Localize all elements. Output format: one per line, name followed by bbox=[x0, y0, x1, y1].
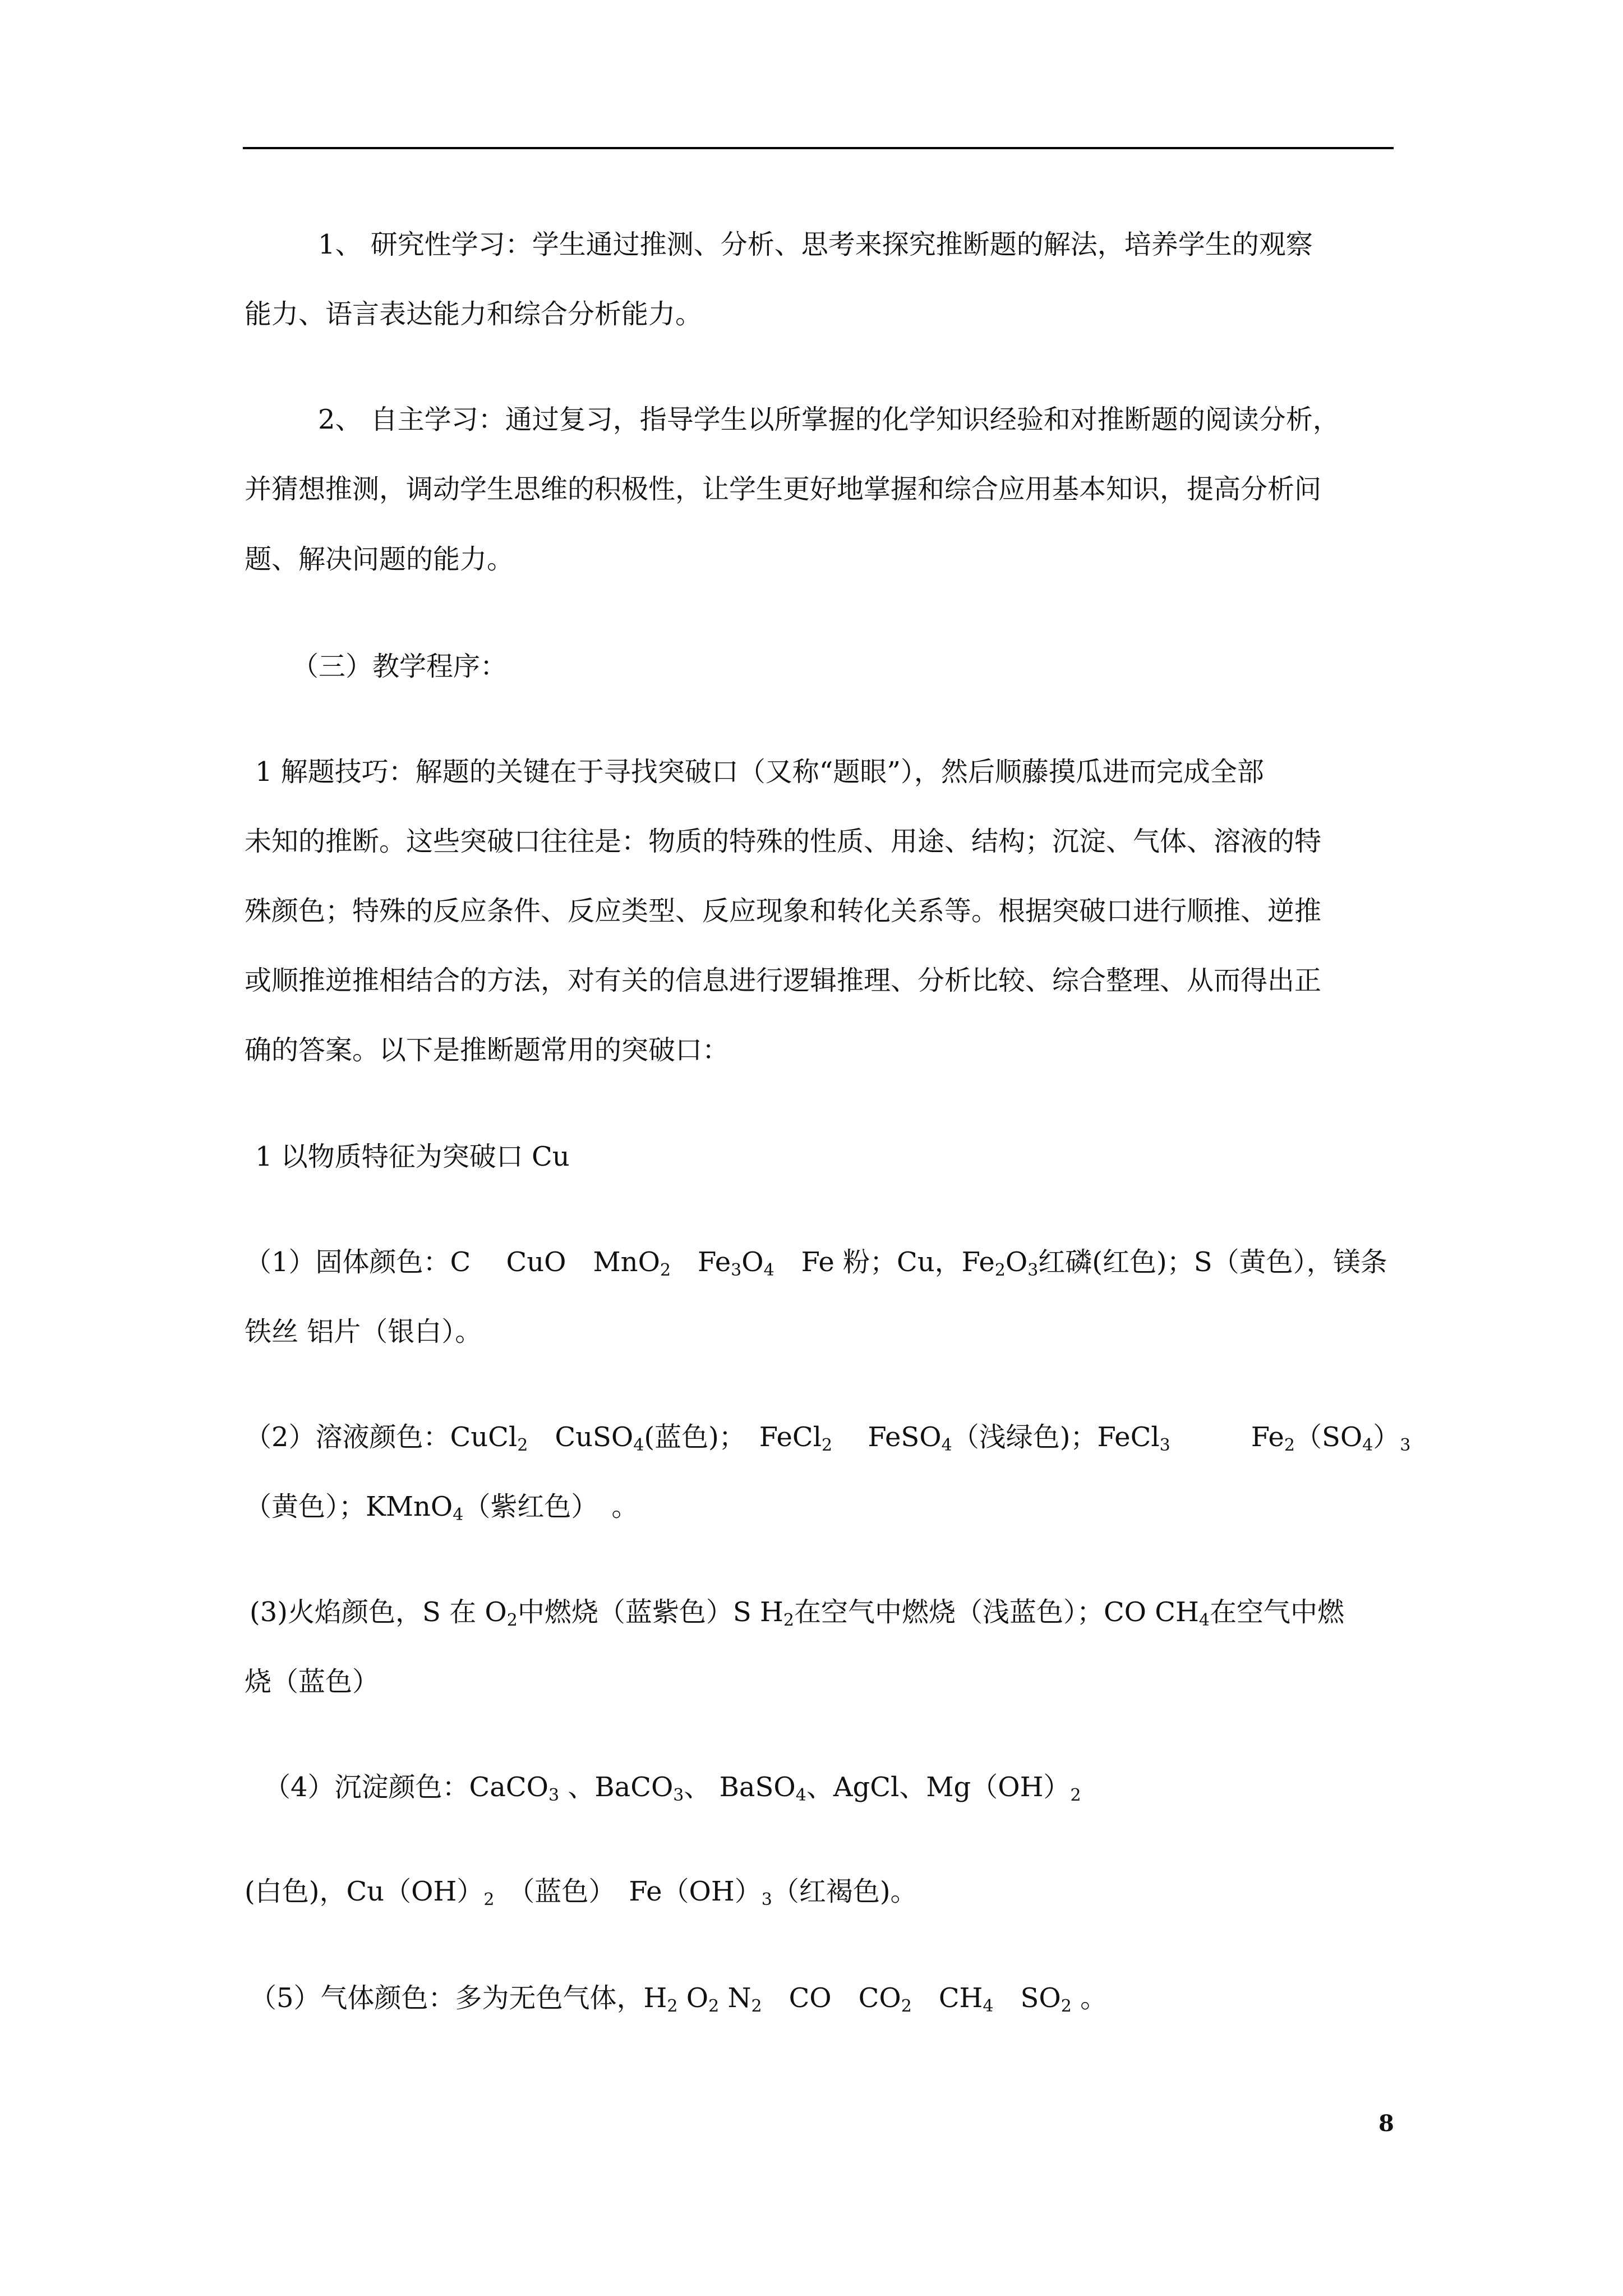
item2-line1: （2）溶液颜色：CuCl$_2$ CuSO$_4$(蓝色)； FeCl$_2$ FeSO$_4$（浅绿色)；FeCl$_3$ $Fe_2(SO_4)_3$ bbox=[245, 1421, 1411, 1455]
para3-line4: 或顺推逆推相结合的方法，对有关的信息进行逻辑推理、分析比较、综合整理、从而得出正 bbox=[245, 965, 1322, 996]
item2-line2: （黄色）；KMnO$_4$（紫红色） 。 bbox=[245, 1491, 639, 1525]
header-rule bbox=[243, 147, 1394, 149]
para1-line2: 能力、语言表达能力和综合分析能力。 bbox=[245, 298, 703, 330]
para1-line1: 1、 研究性学习：学生通过推测、分析、思考来探究推断题的解法，培养学生的观察 bbox=[318, 229, 1313, 260]
item4-line1: （4）沉淀颜色：CaCO$_3$ 、BaCO$_3$、 BaSO$_4$、AgCl、$Mg(OH)_2$ bbox=[264, 1772, 1081, 1805]
section-heading: （三）教学程序： bbox=[292, 651, 508, 682]
para2-line1: 2、 自主学习：通过复习，指导学生以所掌握的化学知识经验和对推断题的阅读分析， bbox=[318, 404, 1340, 435]
item1-line1: （1）固体颜色：C CuO MnO$_2$ $Fe_3O_4$ Fe 粉；Cu，$Fe_2O_3$红磷(红色)；S（黄色），镁条 bbox=[245, 1246, 1387, 1280]
item3-line2: 烧（蓝色） bbox=[245, 1666, 380, 1697]
para3-line2: 未知的推断。这些突破口往往是：物质的特殊的性质、用途、结构；沉淀、气体、溶液的特 bbox=[245, 826, 1322, 857]
item1-line2: 铁丝 铝片（银白）。 bbox=[245, 1316, 482, 1347]
sub-heading: 1 以物质特征为突破口 Cu bbox=[255, 1141, 570, 1172]
item5-line1: （5）气体颜色：多为无色气体，$H_2$ $O_2$ $N_2$ CO $CO_2$ $CH_4$ $SO_2$ 。 bbox=[250, 1982, 1108, 2016]
page-number: 8 bbox=[1378, 2110, 1394, 2137]
para3-line1: 1 解题技巧：解题的关键在于寻找突破口（又称“题眼”），然后顺藤摸瓜进而完成全部 bbox=[255, 756, 1264, 788]
item3-line1: (3)火焰颜色，S 在 $O_2$中燃烧（蓝紫色）S $H_2$在空气中燃烧（浅蓝色）；CO $CH_4$在空气中燃 bbox=[250, 1596, 1344, 1630]
para2-line3: 题、解决问题的能力。 bbox=[245, 544, 514, 575]
para3-line5: 确的答案。以下是推断题常用的突破口： bbox=[245, 1034, 730, 1066]
para3-line3: 殊颜色；特殊的反应条件、反应类型、反应现象和转化关系等。根据突破口进行顺推、逆推 bbox=[245, 895, 1322, 927]
para2-line2: 并猜想推测，调动学生思维的积极性，让学生更好地掌握和综合应用基本知识，提高分析问 bbox=[245, 473, 1322, 505]
item4-line2: (白色)，$Cu(OH)_2$ （蓝色） $Fe(OH)_3$（红褐色)。 bbox=[245, 1876, 917, 1910]
